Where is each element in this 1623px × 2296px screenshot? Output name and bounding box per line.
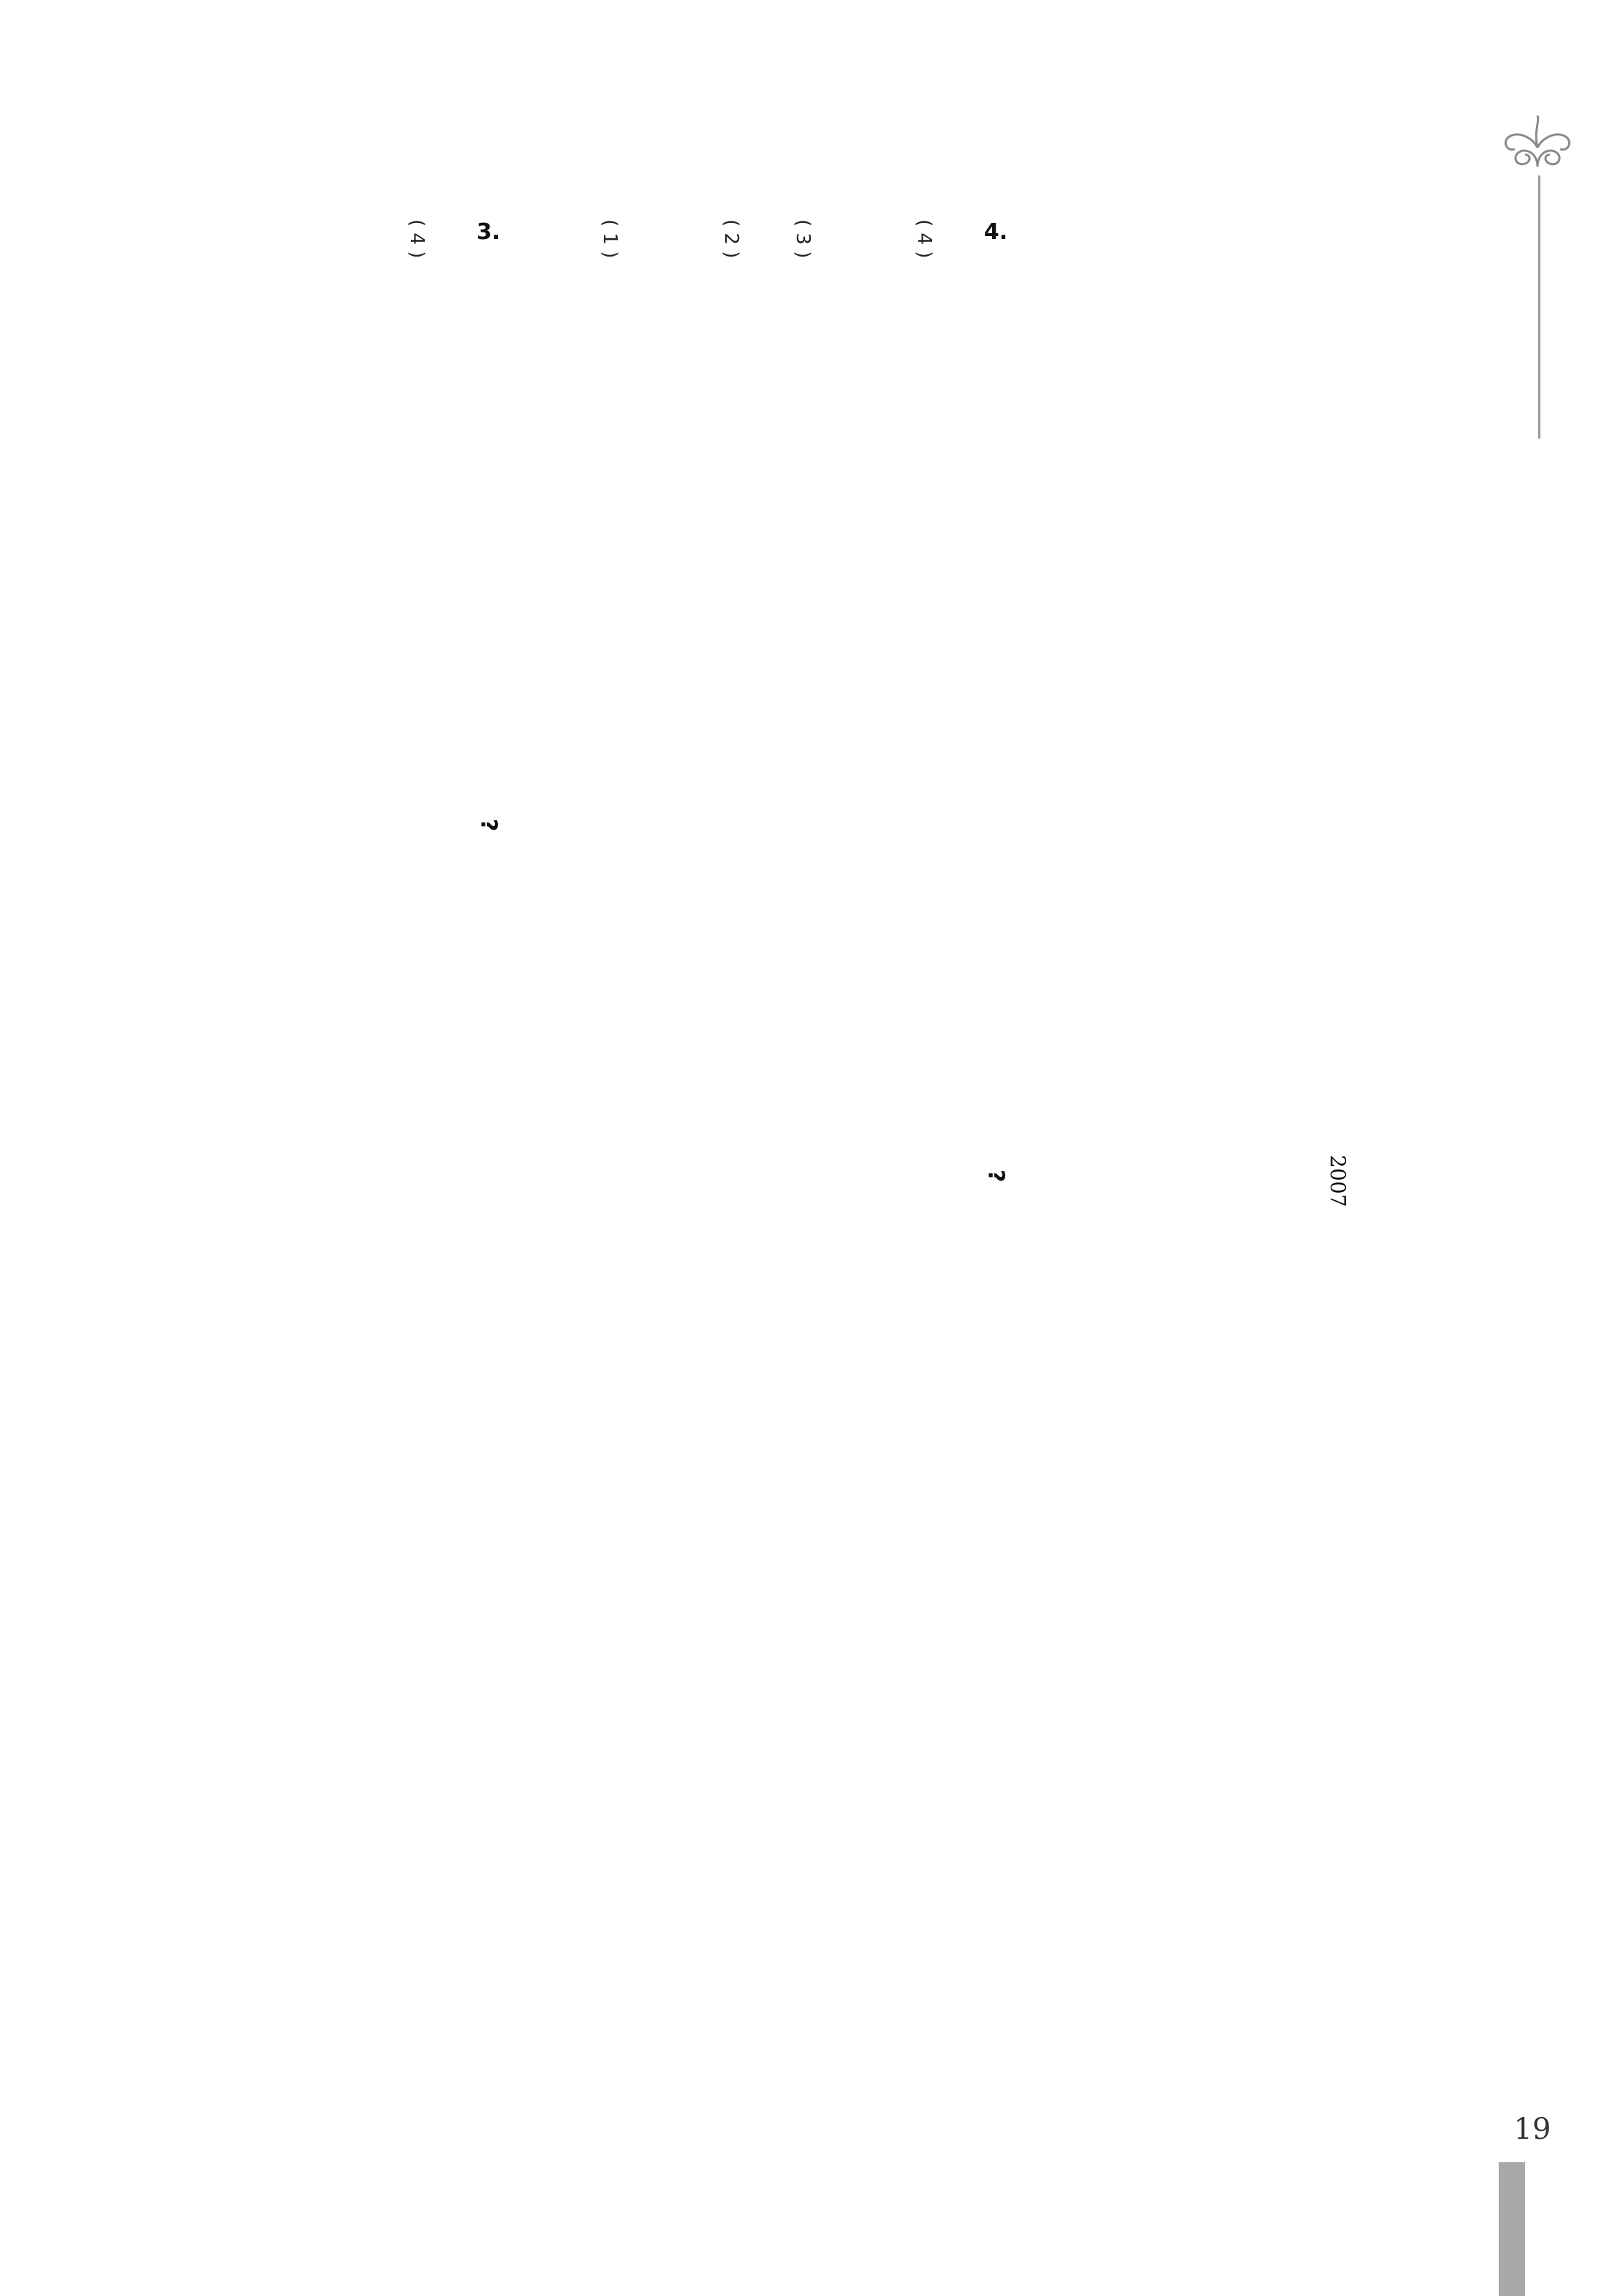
list-marker: ( 4 ) bbox=[913, 219, 935, 259]
text-column-3 bbox=[1313, 219, 1363, 2047]
page-number: 19 bbox=[1513, 2113, 1551, 2146]
section-heading-3 bbox=[464, 219, 513, 2047]
question-mark: ? bbox=[983, 1170, 1009, 1183]
text-column-14 bbox=[657, 219, 706, 2047]
text-column-16 bbox=[535, 219, 585, 2047]
running-head bbox=[1497, 468, 1578, 1272]
heading-number: 3. bbox=[476, 219, 501, 245]
year-number: 2007 bbox=[1325, 1155, 1350, 1208]
heading-number: 4. bbox=[983, 219, 1008, 245]
text-column-13 bbox=[706, 219, 756, 2047]
question-mark: ? bbox=[475, 819, 502, 832]
header-rule bbox=[1538, 175, 1540, 439]
text-column-10 bbox=[899, 219, 949, 2047]
flourish-ornament-icon bbox=[1497, 115, 1578, 167]
text-column-15 bbox=[585, 219, 635, 2047]
text-column-12 bbox=[778, 219, 828, 2047]
page-edge-tab bbox=[1499, 2162, 1525, 2296]
text-column-4 bbox=[1263, 219, 1313, 2047]
list-marker: ( 3 ) bbox=[792, 219, 814, 259]
text-column-1 bbox=[1412, 219, 1462, 2047]
text-column-8 bbox=[1043, 219, 1092, 2047]
text-column-5 bbox=[1192, 219, 1241, 2047]
section-heading-4 bbox=[971, 219, 1021, 2047]
text-column-6 bbox=[1142, 219, 1192, 2047]
text-column-11 bbox=[850, 219, 899, 2047]
text-column-18 bbox=[392, 219, 442, 2047]
list-marker: ( 2 ) bbox=[720, 219, 742, 259]
body-columns bbox=[219, 219, 1462, 2047]
text-column-7 bbox=[1092, 219, 1142, 2047]
list-marker: ( 4 ) bbox=[406, 219, 428, 259]
list-marker: ( 1 ) bbox=[599, 219, 621, 259]
text-column-2 bbox=[1363, 219, 1412, 2047]
